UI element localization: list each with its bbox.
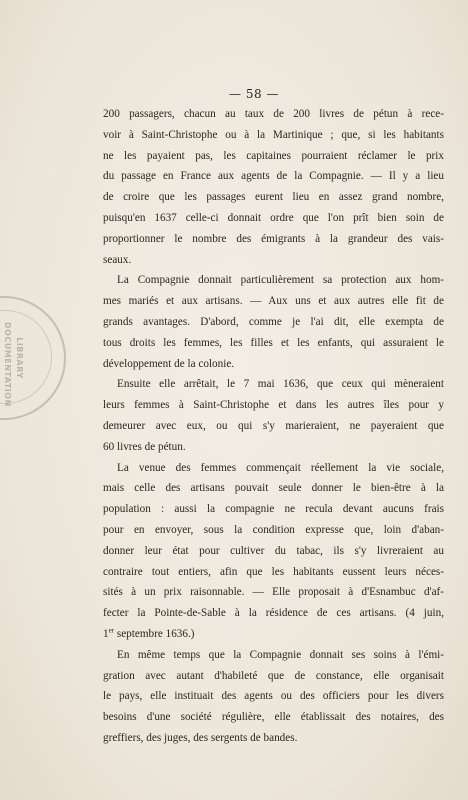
text-line: donner leur état pour cultiver du tabac, ils s'y livreraient au — [103, 544, 444, 557]
text-line: mes mariés et aux artisans. — Aux uns et aux autres elle fit de — [103, 295, 444, 308]
text-line: mais celle des artisans pouvait seule donner le bien-être à la — [103, 482, 444, 495]
text-line: ne les payaient pas, les capitaines pourraient réclamer le prix — [103, 149, 444, 162]
text-line: contraire tout entiers, afin que les habitants eussent leurs néces- — [103, 565, 444, 578]
stamp-text-line: DOCUMENTATION — [3, 322, 12, 407]
text-line: La Compagnie donnait particulièrement sa protection aux hom- — [117, 274, 444, 287]
text-line: 60 livres de pétun. — [103, 440, 186, 453]
text-line: La venue des femmes commençait réellement la vie sociale, — [117, 461, 444, 474]
text-line: puisqu'en 1637 celle-ci donnait ordre que l'on prît bien soin de — [103, 211, 444, 224]
paragraph-2 — [103, 270, 444, 374]
page-number: — 58 — — [229, 87, 279, 101]
paragraph-4 — [103, 458, 444, 645]
text-line: demeurer avec eux, ou qui s'y marieraient, ne payeraient que — [103, 419, 444, 432]
text-line: greffiers, des juges, des sergents de bandes. — [103, 731, 298, 744]
text-line: 200 passagers, chacun au taux de 200 livres de pétun à rece- — [103, 108, 444, 120]
text-line: 1er septembre 1636.) — [103, 626, 195, 640]
text-line: leurs femmes à Saint-Christophe et dans les autres îles pour y — [103, 399, 444, 412]
text-line: proportionner le nombre des émigrants à la grandeur des vais- — [103, 232, 444, 245]
paragraph-5 — [103, 645, 444, 749]
ordinal-superscript: er — [108, 626, 115, 635]
text-line: le pays, elle instituait des agents ou des officiers pour les divers — [103, 690, 444, 703]
text-line: tous droits les femmes, les filles et les enfants, qui assuraient le — [103, 336, 444, 349]
text-line: voir à Saint-Christophe ou à la Martinique ; que, si les habitants — [103, 128, 444, 141]
paragraph-1 — [103, 104, 444, 270]
text-line: gration avec autant d'habileté que de constance, elle organisait — [103, 669, 444, 682]
text-line: de croire que les passages eurent lieu en assez grand nombre, — [103, 191, 444, 204]
text-line: développement de la colonie. — [103, 357, 235, 370]
text-line: pour en envoyer, sous la condition expresse que, loin d'aban- — [103, 523, 444, 536]
text-line: seaux. — [103, 253, 132, 266]
text-line: En même temps que la Compagnie donnait ses soins à l'émi- — [117, 648, 444, 661]
body-text — [103, 104, 444, 749]
text-line: Ensuite elle arrêtait, le 7 mai 1636, que ceux qui mèneraient — [117, 378, 444, 391]
text-line: grands avantages. D'abord, comme je l'ai dit, elle exempta de — [103, 315, 444, 328]
text-line: besoins d'une société régulière, elle établissait des notaires, des — [103, 711, 444, 724]
stamp-text-line: LIBRARY — [15, 337, 24, 379]
text-line: sités à un prix raisonnable. — Elle proposait à d'Esnambuc d'af- — [103, 586, 444, 599]
text-line: fecter la Pointe-de-Sable à la résidence de ces artisans. (4 juin, — [103, 607, 444, 620]
text-line: population : aussi la compagnie ne recula devant aucuns frais — [103, 503, 444, 516]
text-line: du passage en France aux agents de la Compagnie. — Il y a lieu — [103, 170, 444, 183]
library-stamp — [0, 296, 66, 420]
paragraph-3 — [103, 374, 444, 457]
